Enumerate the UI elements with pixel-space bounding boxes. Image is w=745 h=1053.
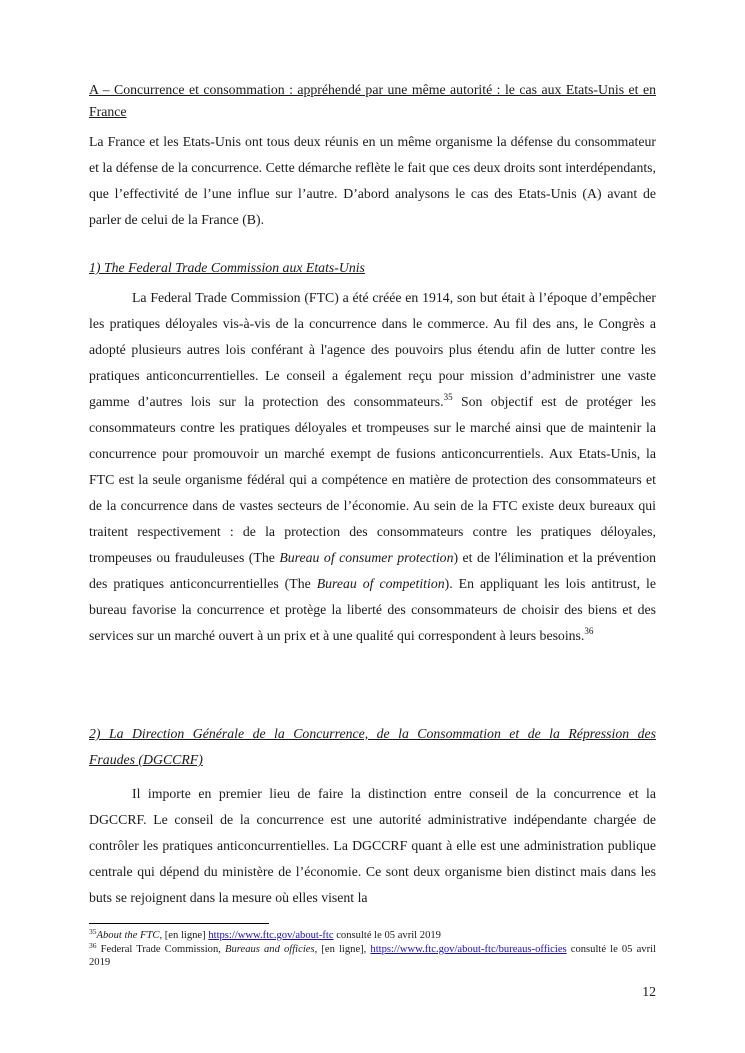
heading-ftc: 1) The Federal Trade Commission aux Etats-Unis bbox=[89, 260, 365, 275]
footnote-36-number: 36 bbox=[89, 941, 97, 950]
footnote-35-title: About the FTC bbox=[96, 930, 160, 941]
section-title: A – Concurrence et consommation : appréhendé par une même autorité : le cas aux Etats-Unis et en France bbox=[89, 82, 656, 119]
ftc-text-b: Son objectif est de protéger les consommateurs contre les pratiques déloyales et trompeuses sur le marché ainsi que de maintenir la concurrence pour promouvoir un marché exempt de fusions anticoncurrentiels. Aux Etats-Unis, la FTC est la seule organisme fédéral qui a compétence en matière de protection des consommateurs et de la concurrence dans de vastes secteurs de l’économie. Au sein de la FTC existe deux bureaux qui traitent respectivement : de la protection des consommateurs contre les pratiques déloyales, trompeuses ou frauduleuses (The bbox=[89, 394, 656, 565]
footnote-35-link[interactable]: https://www.ftc.gov/about-ftc bbox=[208, 930, 334, 941]
ftc-text-d: ). En appliquant les lois antitrust, le bureau favorise la concurrence et protège la liberté des consommateurs de choisir des biens et des services sur un marché ouvert à un prix et à une qualité qui correspondent à leurs besoins. bbox=[89, 576, 656, 643]
footnote-36-title: Bureaus and officies bbox=[225, 944, 315, 955]
footnote-35-pre: , [en ligne] bbox=[159, 930, 209, 941]
footnote-36-link[interactable]: https://www.ftc.gov/about-ftc/bureaus-officies bbox=[370, 944, 567, 955]
footnote-separator bbox=[89, 923, 269, 924]
page-number: 12 bbox=[642, 984, 656, 999]
bureau-consumer-protection: Bureau of consumer protection bbox=[279, 550, 454, 565]
heading-dgccrf-line1: 2) La Direction Générale de la Concurrence, de la Consommation et de la Répression des bbox=[89, 726, 656, 741]
footnote-35-number: 35 bbox=[89, 927, 97, 936]
footnote-ref-35[interactable]: 35 bbox=[443, 392, 453, 402]
footnote-36-lead: Federal Trade Commission, bbox=[96, 944, 225, 955]
intro-paragraph: La France et les Etats-Unis ont tous deux réunis en un même organisme la défense du consommateur et la défense de la concurrence. Cette démarche reflète le fait que ces deux droits sont interdépendants, que l’effectivité de l’une influe sur l’autre. D’abord analysons le cas des Etats-Unis (A) avant de parler de celui de la France (B). bbox=[89, 134, 656, 227]
ftc-text-a: La Federal Trade Commission (FTC) a été créée en 1914, son but était à l’époque d’empêcher les pratiques déloyales vis-à-vis de la concurrence dans le commerce. Au fil des ans, le Congrès a adopté plusieurs autres lois conférant à l'agence des pouvoirs plus étendu afin de lutter contre les pratiques anticoncurrentielles. Le conseil a également reçu pour mission d’administrer une vaste gamme d’autres lois sur la protection des consommateurs. bbox=[89, 290, 656, 409]
bureau-competition: Bureau of competition bbox=[316, 576, 445, 591]
footnote-36 bbox=[89, 943, 656, 969]
footnote-35-post: consulté le 05 avril 2019 bbox=[333, 930, 441, 941]
dgccrf-paragraph: Il importe en premier lieu de faire la distinction entre conseil de la concurrence et la DGCCRF. Le conseil de la concurrence est une autorité administrative indépendante chargée de contrôler les pratiques anticoncurrentielles. La DGCCRF quant à elle est une administration publique centrale qui dépend du ministère de l’économie. Ce sont deux organisme bien distinct mais dans les buts se rejoignent dans la mesure où elles visent la bbox=[89, 786, 656, 905]
footnote-ref-36[interactable]: 36 bbox=[584, 626, 594, 636]
footnote-35 bbox=[89, 929, 656, 942]
footnote-36-post: consulté le 05 avril 2019 bbox=[89, 944, 656, 968]
ftc-paragraph bbox=[89, 285, 656, 649]
heading-dgccrf-line2: Fraudes (DGCCRF) bbox=[89, 752, 203, 767]
footnote-36-pre: , [en ligne], bbox=[314, 944, 371, 955]
ftc-text-c: ) et de l'élimination et la prévention des pratiques anticoncurrentielles (The bbox=[89, 550, 656, 591]
